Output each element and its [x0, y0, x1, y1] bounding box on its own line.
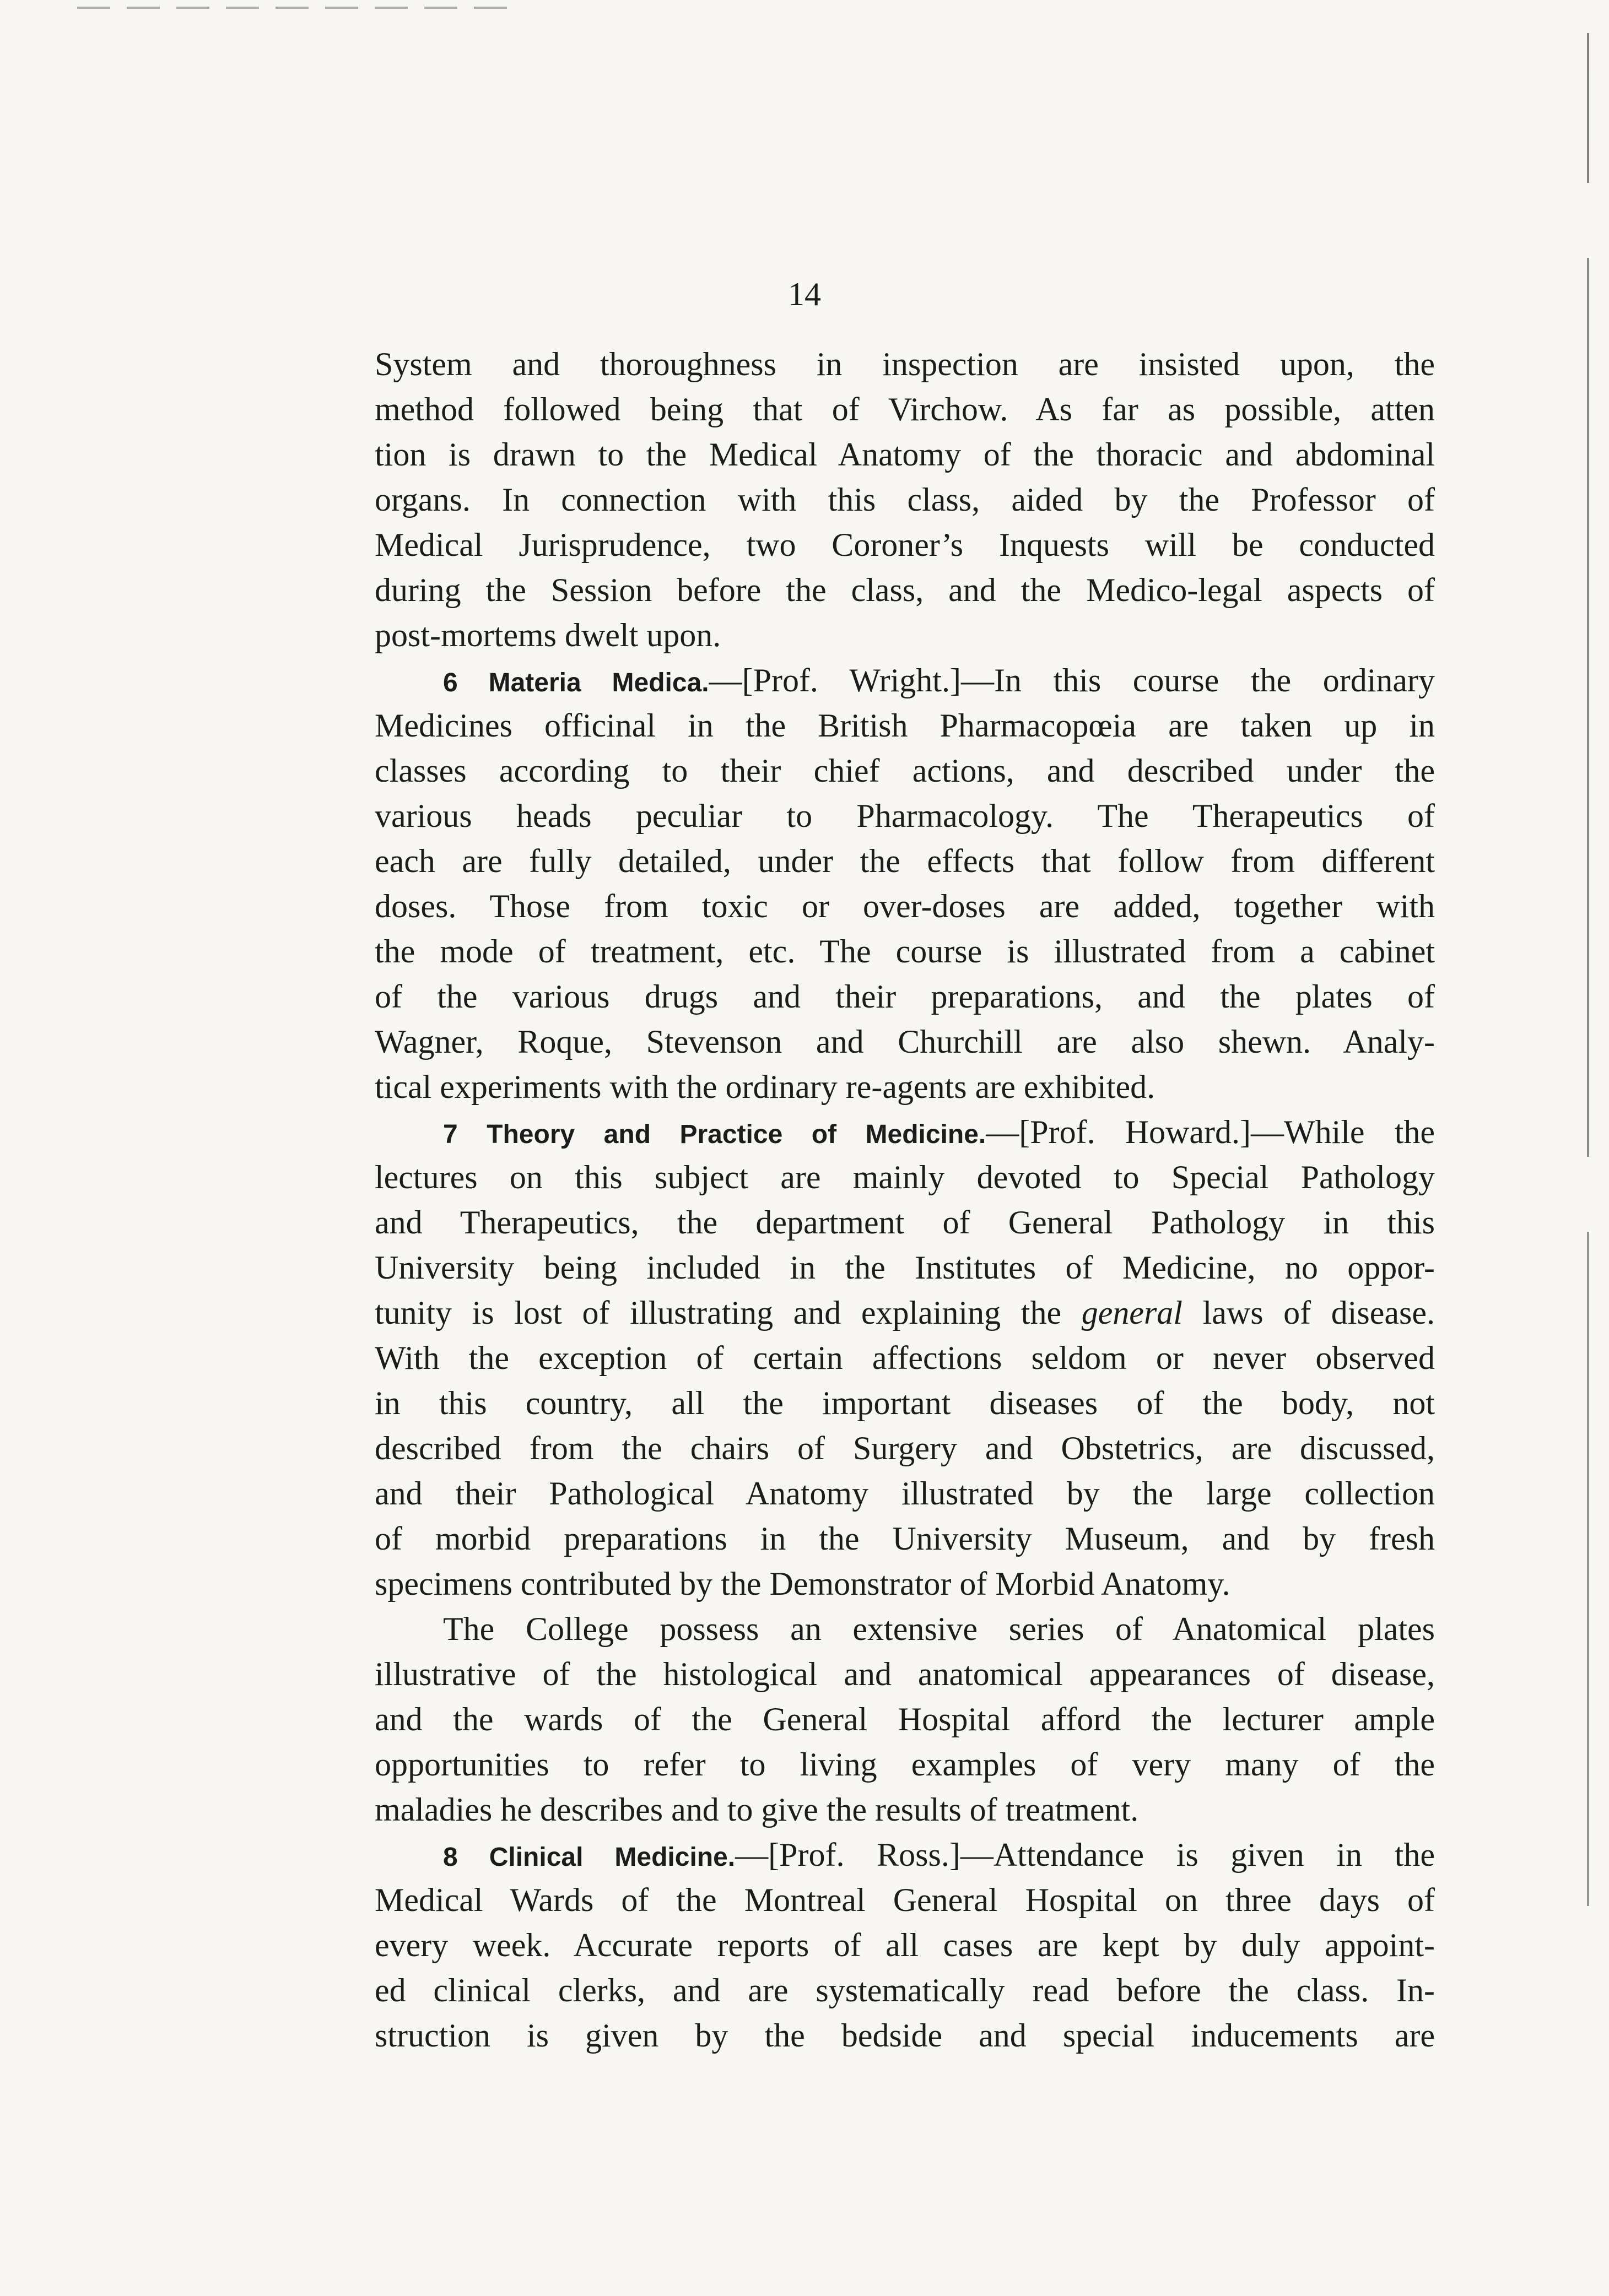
text-line: The College possess an extensive series of Anatomical plates — [443, 1611, 1435, 1647]
text-line: specimens contributed by the Demonstrator of Morbid Anatomy. — [375, 1566, 1230, 1602]
text-line: With the exception of certain affections seldom or never observed — [375, 1340, 1435, 1376]
scan-edge-mark — [1587, 33, 1589, 1906]
text-line: maladies he describes and to give the results of treatment. — [375, 1791, 1139, 1828]
section-heading: 7 Theory and Practice of Medicine. — [443, 1120, 986, 1149]
text-line: tical experiments with the ordinary re-agents are exhibited. — [375, 1069, 1156, 1105]
text-line: opportunities to refer to living examples of very many of the — [375, 1746, 1435, 1783]
text-line: doses. Those from toxic or over-doses are added, together with — [375, 888, 1435, 924]
section-heading-line: 6 Materia Medica.—[Prof. Wright.]—In this course the ordinary — [443, 662, 1435, 698]
text-line: Medical Jurisprudence, two Coroner’s Inquests will be conducted — [375, 527, 1435, 563]
text-line: of the various drugs and their preparations, and the plates of — [375, 978, 1435, 1015]
text-line: various heads peculiar to Pharmacology. The Therapeutics of — [375, 798, 1435, 834]
page-number: 14 — [788, 276, 821, 312]
text-line: Medicines officinal in the British Pharmacopœia are taken up in — [375, 707, 1435, 744]
text-line: the mode of treatment, etc. The course is illustrated from a cabinet — [375, 933, 1435, 970]
text-line: ed clinical clerks, and are systematically read before the class. In- — [375, 1972, 1435, 2008]
text-line: method followed being that of Virchow. As far as possible, atten — [375, 391, 1435, 427]
section-heading-line: 8 Clinical Medicine.—[Prof. Ross.]—Attendance is given in the — [443, 1837, 1435, 1873]
text-line: described from the chairs of Surgery and Obstetrics, are discussed, — [375, 1430, 1435, 1466]
text-line: of morbid preparations in the University Museum, and by fresh — [375, 1520, 1435, 1557]
text-line: and the wards of the General Hospital afford the lecturer ample — [375, 1701, 1435, 1737]
text-line: University being included in the Institutes of Medicine, no oppor- — [375, 1249, 1435, 1286]
text-line: lectures on this subject are mainly devoted to Special Pathology — [375, 1159, 1435, 1195]
text-line: organs. In connection with this class, aided by the Professor of — [375, 481, 1435, 518]
text-line: each are fully detailed, under the effects that follow from different — [375, 843, 1435, 879]
text-line: classes according to their chief actions, and described under the — [375, 752, 1435, 789]
scan-smudge — [77, 7, 507, 9]
text-line: every week. Accurate reports of all cases are kept by duly appoint- — [375, 1927, 1435, 1963]
text-line: Wagner, Roque, Stevenson and Churchill are also shewn. Analy- — [375, 1024, 1435, 1060]
text-line: post-mortems dwelt upon. — [375, 617, 721, 653]
section-heading: 8 Clinical Medicine. — [443, 1843, 736, 1872]
text-line: tunity is lost of illustrating and explaining the general laws of disease. — [375, 1295, 1435, 1331]
body-text — [375, 342, 1435, 2058]
text-line: during the Session before the class, and the Medico-legal aspects of — [375, 572, 1435, 608]
section-heading: 6 Materia Medica. — [443, 668, 709, 697]
text-line: illustrative of the histological and anatomical appearances of disease, — [375, 1656, 1435, 1692]
text-line: System and thoroughness in inspection are insisted upon, the — [375, 346, 1435, 382]
section-heading-line: 7 Theory and Practice of Medicine.—[Prof. Howard.]—While the — [443, 1114, 1435, 1150]
text-line: and Therapeutics, the department of General Pathology in this — [375, 1204, 1435, 1241]
text-line: struction is given by the bedside and special inducements are — [375, 2017, 1435, 2054]
text-line: Medical Wards of the Montreal General Hospital on three days of — [375, 1882, 1435, 1918]
text-line: tion is drawn to the Medical Anatomy of the thoracic and abdominal — [375, 436, 1435, 473]
text-line: in this country, all the important diseases of the body, not — [375, 1385, 1435, 1421]
text-line: and their Pathological Anatomy illustrated by the large collection — [375, 1475, 1435, 1512]
italic-word: general — [1081, 1295, 1183, 1331]
